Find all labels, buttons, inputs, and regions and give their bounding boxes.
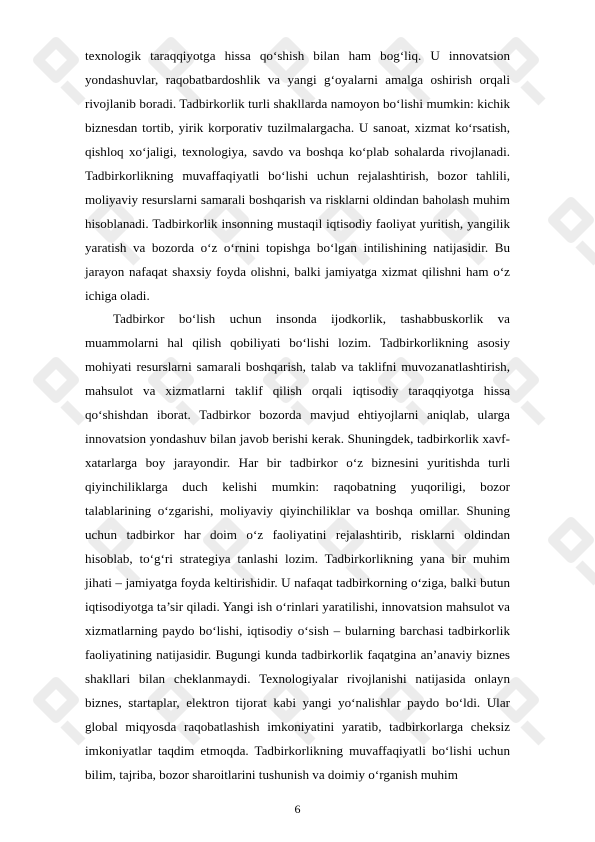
paragraph-2: Tadbirkor bo‘lish uchun insonda ijodkorlik, tashabbuskorlik va muammolarni hal qilish qobiliyati bo‘lishi lozim. Tadbirkorlikning asosiy mohiyati resurslarni samarali boshqarish, talab va taklifni muvozanatlashtirish, mahsulot va xizmatlarni taklif qilish orqali iqtisodiy taraqqiyotga hissa qo‘shishdan iborat. Tadbirkor bozorda mavjud ehtiyojlarni aniqlab, ularga innovatsion yondashuv bilan javob berishi kerak. Shuningdek, tadbirkorlik xavf-xatarlarga boy jarayondir. Har bir tadbirkor o‘z biznesini yuritishda turli qiyinchiliklarga duch kelishi mumkin: raqobatning yuqoriligi, bozor talablarining o‘zgarishi, moliyaviy qiyinchiliklar va boshqa omillar. Shuning uchun tadbirkor har doim o‘z faoliyatini rejalashtirib, risklarni oldindan hisoblab, to‘g‘ri strategiya tanlashi lozim. Tadbirkorlikning yana bir muhim jihati – jamiyatga foyda keltirishidir. U nafaqat tadbirkorning o‘ziga, balki butun iqtisodiyotga ta’sir qiladi. Yangi ish o‘rinlari yaratilishi, innovatsion mahsulot va xizmatlarning paydo bo‘lishi, iqtisodiy o‘sish – bularning barchasi tadbirkorlik faoliyatining natijasidir. Bugungi kunda tadbirkorlik faqatgina an’anaviy biznes shakllari bilan cheklanmaydi. Texnologiyalar rivojlanishi natijasida onlayn biznes, startaplar, elektron tijorat kabi yangi yo‘nalishlar paydo bo‘ldi. Ular global miqyosda raqobatlashish imkoniyatini yaratib, tadbirkorlarga cheksiz imkoniyatlar taqdim etmoqda. Tadbirkorlikning muvaffaqiyatli bo‘lishi uchun bilim, tajriba, bozor sharoitlarini tushunish va doimiy o‘rganish muhim (85, 311, 510, 782)
page-number: 6 (294, 802, 301, 816)
watermark-mark (38, 362, 82, 422)
watermark-mark (553, 202, 595, 262)
watermark-mark (38, 42, 82, 102)
watermark-mark (38, 682, 82, 742)
document-body (85, 44, 510, 787)
watermark-mark (553, 522, 595, 582)
paragraph-1: texnologik taraqqiyotga hissa qo‘shish bilan ham bog‘liq. U innovatsion yondashuvlar, raqobatbardoshlik va yangi g‘oyalarni amalga oshirish orqali rivojlanib boradi. Tadbirkorlik turli shakllarda namoyon bo‘lishi mumkin: kichik biznesdan tortib, yirik korporativ tuzilmalargacha. U sanoat, xizmat ko‘rsatish, qishloq xo‘jaligi, texnologiya, savdo va boshqa ko‘plab sohalarda rivojlanadi. Tadbirkorlikning muvaffaqiyatli bo‘lishi uchun rejalashtirish, bozor tahlili, moliyaviy resurslarni samarali boshqarish va risklarni oldindan baholash muhim hisoblanadi. Tadbirkorlik insonning mustaqil iqtisodiy faoliyat yuritish, yangilik yaratish va bozorda o‘z o‘rnini topishga bo‘lgan intilishining natijasidir. Bu jarayon nafaqat shaxsiy foyda olishni, balki jamiyatga xizmat qilishni ham o‘z ichiga oladi. (85, 48, 510, 303)
